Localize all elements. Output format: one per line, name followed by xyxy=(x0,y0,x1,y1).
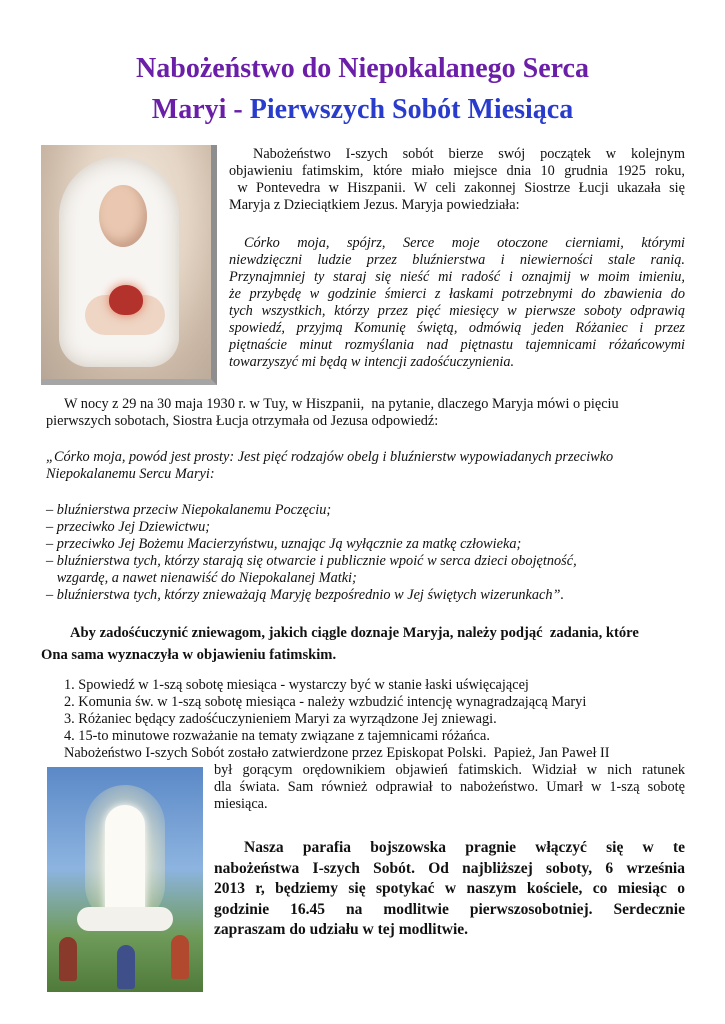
reason-item: – przeciwko Jej Dziewictwu; xyxy=(46,519,210,535)
parish-line-1: Nasza parafia bojszowska pragnie włączyć się w te xyxy=(244,839,685,856)
quote1-line-8: towarzyszyć mi będą w intencji zadośćuczynienia. xyxy=(229,354,515,370)
page-subtitle xyxy=(0,92,725,128)
immaculate-heart-icon xyxy=(109,285,143,315)
step-item: 4. 15-to minutowe rozważanie na tematy związane z tajemnicami różańca. xyxy=(64,728,490,744)
approval-line-4: miesiąca. xyxy=(214,796,268,812)
shepherd-child xyxy=(59,937,77,981)
intro-line-1: Nabożeństwo I-szych sobót bierze swój początek w kolejnym xyxy=(253,146,685,162)
shepherd-child xyxy=(117,945,135,989)
approval-line-2: był gorącym orędownikiem objawień fatimskich. Widział w nich ratunek xyxy=(214,762,685,778)
reason-item: – przeciwko Jej Bożemu Macierzyństwu, uznając Ją wyłącznie za matkę człowieka; xyxy=(46,536,522,552)
tuy-line-2: pierwszych sobotach, Siostra Łucja otrzymała od Jezusa odpowiedź: xyxy=(46,413,439,429)
quote2-line-1: „Córko moja, powód jest prosty: Jest pięć rodzajów obelg i bluźnierstw wypowiadanych przeciwko xyxy=(46,449,614,465)
shepherd-child xyxy=(171,935,189,979)
parish-line-3: 2013 r, będziemy się spotykać w naszym kościele, co miesiąc o xyxy=(214,880,685,897)
our-lady-figure xyxy=(105,805,145,915)
page-title: Nabożeństwo do Niepokalanego Serca xyxy=(136,53,589,84)
parish-line-5: zapraszam do udziału w tej modlitwie. xyxy=(214,921,469,938)
approval-line-1: Nabożeństwo I-szych Sobót zostało zatwierdzone przez Episkopat Polski. Papież, Jan Paweł II xyxy=(64,745,610,761)
subtitle-part-2: Pierwszych Sobót Miesiąca xyxy=(249,94,574,125)
tuy-line-1: W nocy z 29 na 30 maja 1930 r. w Tuy, w Hiszpanii, na pytanie, dlaczego Maryja mówi o pięciu xyxy=(64,396,619,412)
task-line-2: Ona sama wyznaczyła w objawieniu fatimskim. xyxy=(41,647,337,663)
intro-line-4: Maryja z Dzieciątkiem Jezus. Maryja powiedziała: xyxy=(229,197,520,213)
parish-line-2: nabożeństwa I-szych Sobót. Od najbliższej soboty, 6 września xyxy=(214,859,685,877)
quote1-line-6: spowiedź, przyjmą Komunię świętą, odmówią jeden Różaniec i przez xyxy=(229,320,685,336)
step-item: 3. Różaniec będący zadośćuczynieniem Maryi za wyrządzone Jej zniewagi. xyxy=(64,711,497,727)
task-line-1: Aby zadośćuczynić zniewagom, jakich ciągle doznaje Maryja, należy podjąć zadania, które xyxy=(70,625,639,641)
cloud-shape xyxy=(77,907,173,931)
intro-line-3: w Pontevedra w Hiszpanii. W celi zakonnej Siostrze Łucji ukazała się xyxy=(229,180,685,196)
approval-line-3: dla świata. Sam również odprawiał to nabożeństwo. Umarł w 1-szą sobotę xyxy=(214,779,685,795)
quote1-line-7: piętnaście minut rozmyślania nad piętnastu tajemnicami różańcowymi xyxy=(229,337,685,353)
quote1-line-3: Przynajmniej ty staraj się nieść mi radość i oznajmij w moim imieniu, xyxy=(229,269,685,285)
quote1-line-2: niewdzięczni ludzie przez bluźnierstwa i niewierności stale ranią. xyxy=(229,252,685,268)
mary-portrait-image xyxy=(41,145,217,385)
reason-item: – bluźnierstwa tych, którzy znieważają Maryję bezpośrednio w Jej świętych wizerunkach”. xyxy=(46,587,565,603)
fatima-apparition-image xyxy=(47,767,203,992)
portrait-face xyxy=(99,185,147,247)
reason-item: – bluźnierstwa tych, którzy starają się otwarcie i publicznie wpoić w serca dzieci obojętność, xyxy=(46,553,577,569)
quote1-line-1: Córko moja, spójrz, Serce moje otoczone cierniami, którymi xyxy=(244,235,685,251)
quote1-line-4: że przybędę w godzinie śmierci z łaskami potrzebnymi do zbawienia do xyxy=(229,286,685,302)
step-item: 2. Komunia św. w 1-szą sobotę miesiąca - należy wzbudzić intencję wynagradzającą Maryi xyxy=(64,694,587,710)
quote1-line-5: tych wszystkich, którzy przez pięć miesięcy w pierwsze soboty odprawią xyxy=(229,303,685,319)
step-item: 1. Spowiedź w 1-szą sobotę miesiąca - wystarczy być w stanie łaski uświęcającej xyxy=(64,677,529,693)
subtitle-part-1: Maryi - xyxy=(151,94,250,125)
intro-line-2: objawieniu fatimskim, które miało miejsce dnia 10 grudnia 1925 roku, xyxy=(229,163,685,179)
reason-item: – bluźnierstwa przeciw Niepokalanemu Poczęciu; xyxy=(46,502,332,518)
parish-line-4: godzinie 16.45 na modlitwie pierwszosobotniej. Serdecznie xyxy=(214,900,685,918)
reason-item: wzgardę, a nawet nienawiść do Niepokalanej Matki; xyxy=(46,570,357,586)
quote2-line-2: Niepokalanemu Sercu Maryi: xyxy=(46,466,215,482)
